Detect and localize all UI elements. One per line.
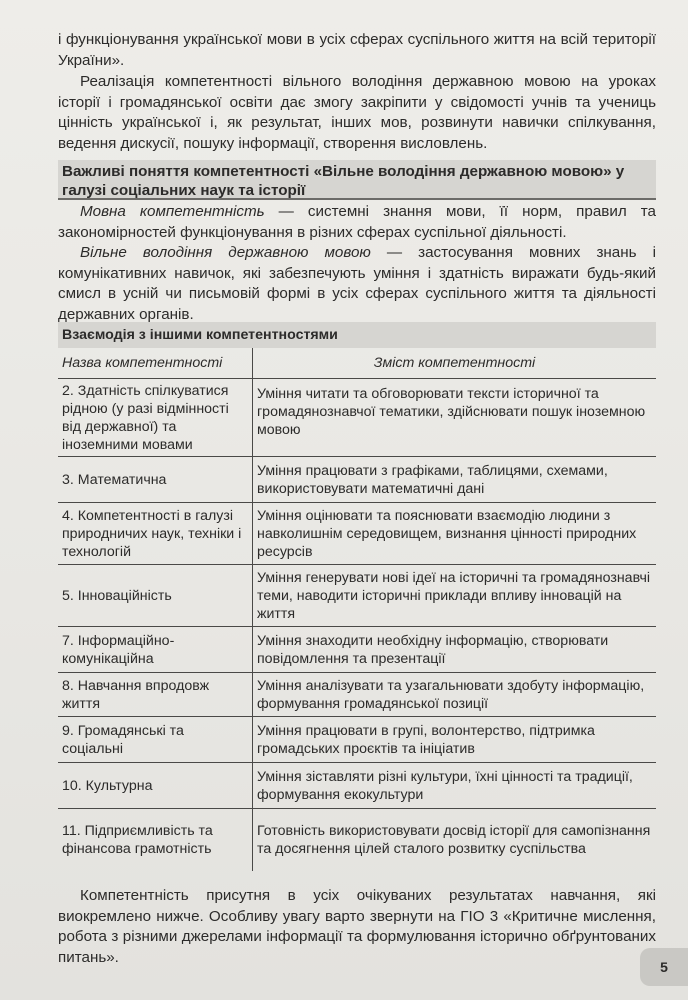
column-header-name: Назва компетентності bbox=[58, 348, 253, 379]
definition-text: — застосування мовних знань і комунікативних навичок, які забезпечують уміння і здатність виражати будь-який смисл в усній чи письмовій формі в усіх сферах суспільного життя та діяльності державних органів. bbox=[58, 244, 656, 323]
competence-content: Уміння генерувати нові ідеї на історичні та громадянознавчі теми, наводити історичні приклади впливу інновацій на життя bbox=[253, 565, 657, 627]
definition-text: — системні знання мови, її норм, правил та закономірностей функціонування в різних сферах суспільної діяльності. bbox=[58, 203, 656, 241]
table-title: Взаємодія з іншими компетентностями bbox=[58, 322, 656, 348]
table-row bbox=[58, 503, 656, 565]
competence-content: Уміння працювати з графіками, таблицями, схемами, використовувати математичні дані bbox=[253, 457, 657, 503]
competence-content: Уміння аналізувати та узагальнювати здобуту інформацію, формування громадянської позиції bbox=[253, 673, 657, 717]
competences-table bbox=[58, 348, 656, 871]
competence-name: 2. Здатність спілкуватися рідною (у разі відмінності від державної) та іноземними мовами bbox=[58, 379, 253, 457]
competences-table-section bbox=[58, 322, 656, 871]
definition-language-competence bbox=[58, 202, 656, 243]
definition-state-language bbox=[58, 243, 656, 325]
competence-name: 10. Культурна bbox=[58, 763, 253, 809]
table-row bbox=[58, 763, 656, 809]
table-header-row bbox=[58, 348, 656, 379]
table-row bbox=[58, 673, 656, 717]
competence-content: Уміння читати та обговорювати тексти історичної та громадянознавчої тематики, здійснювати пошук іноземною мовою bbox=[253, 379, 657, 457]
competence-name: 8. Навчання впродовж життя bbox=[58, 673, 253, 717]
intro-paragraph: Реалізація компетентності вільного володіння державною мовою на уроках історії і громадянської освіти дає змогу закріпити у свідомості учнів та учениць цінність української і, як результат, інших мов, розвинути навички спілкування, ведення дискусії, пошуку інформації, створення висловлень. bbox=[58, 73, 656, 152]
closing-paragraph: Компетентність присутня в усіх очікуваних результатах навчання, які виокремлено нижче. Особливу увагу варто звернути на ГІО 3 «Критичне мислення, робота з різними джерелами інформації та формулювання історично обґрунтованих питань». bbox=[58, 887, 656, 966]
competence-content: Готовність використовувати досвід історії для самопізнання та досягнення цілей сталого розвитку суспільства bbox=[257, 822, 651, 857]
table-row bbox=[58, 379, 656, 457]
competence-name: 5. Інноваційність bbox=[58, 565, 253, 627]
competence-name: 7. Інформаційно-комунікаційна bbox=[58, 627, 253, 673]
competence-name: 3. Математична bbox=[58, 457, 253, 503]
column-header-content: Зміст компетентності bbox=[253, 348, 657, 379]
table-row bbox=[58, 809, 656, 871]
definition-term: Вільне володіння державною мовою bbox=[80, 244, 371, 261]
competence-content: Уміння працювати в групі, волонтерство, підтримка громадських проєктів та ініціатив bbox=[253, 717, 657, 763]
table-row bbox=[58, 565, 656, 627]
table-row bbox=[58, 627, 656, 673]
table-row bbox=[58, 457, 656, 503]
concepts-box-title: Важливі поняття компетентності «Вільне володіння державною мовою» у галузі соціальних наук та історії bbox=[58, 160, 656, 200]
page-number: 5 bbox=[640, 948, 688, 986]
competence-name: 11. Підприємливість та фінансова грамотність bbox=[58, 809, 253, 871]
table-row bbox=[58, 717, 656, 763]
competence-name: 4. Компетентності в галузі природничих наук, техніки і технологій bbox=[58, 503, 253, 565]
competence-name: 9. Громадянські та соціальні bbox=[58, 717, 253, 763]
competence-content: Уміння оцінювати та пояснювати взаємодію людини з навколишнім середовищем, визнання цінності природних ресурсів bbox=[253, 503, 657, 565]
competence-content: Уміння знаходити необхідну інформацію, створювати повідомлення та презентації bbox=[253, 627, 657, 673]
definition-term: Мовна компетентність bbox=[80, 203, 265, 220]
competence-content: Уміння зіставляти різні культури, їхні цінності та традиції, формування екокультури bbox=[253, 763, 657, 809]
intro-continuation: і функціонування української мови в усіх сферах суспільного життя на всій території України». bbox=[58, 31, 656, 69]
